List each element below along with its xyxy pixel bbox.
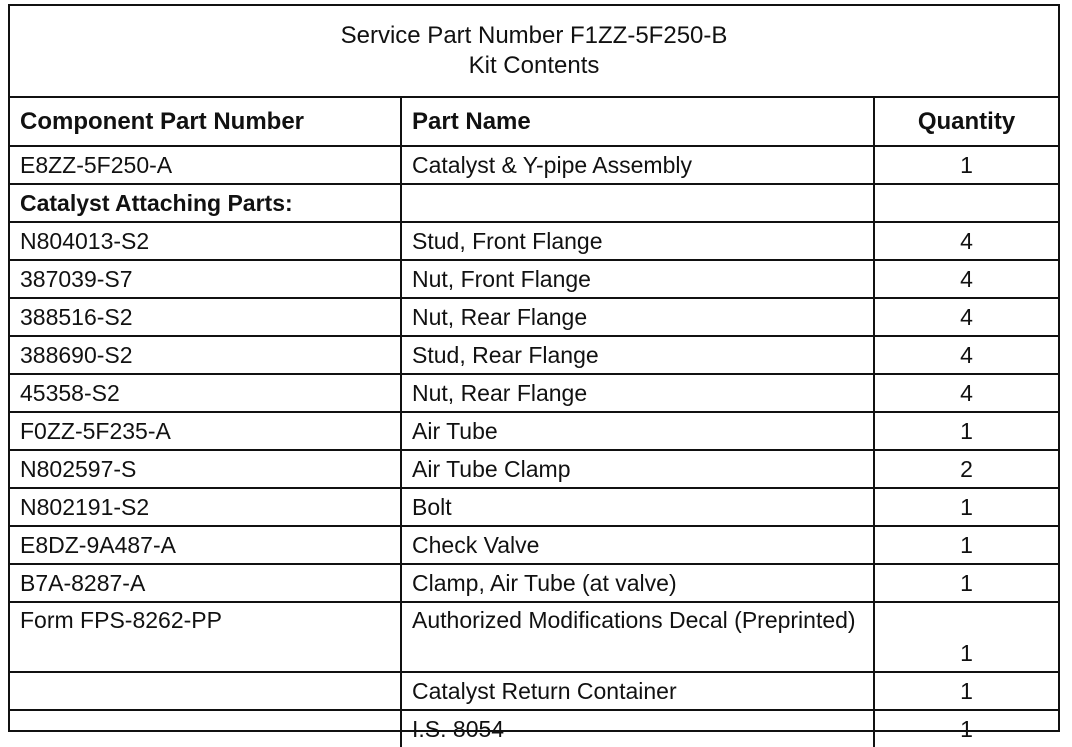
quantity-cell: 1 [874, 710, 1058, 747]
quantity-cell: 1 [874, 526, 1058, 564]
quantity-cell: 1 [874, 146, 1058, 184]
part-number-cell: E8ZZ-5F250-A [10, 146, 401, 184]
section-row [10, 184, 1058, 222]
part-number-cell: 388690-S2 [10, 336, 401, 374]
table-row [10, 412, 1058, 450]
part-name-cell: Bolt [401, 488, 874, 526]
kit-contents-subtitle: Kit Contents [468, 52, 600, 79]
part-number-cell: 387039-S7 [10, 260, 401, 298]
table-row [10, 526, 1058, 564]
section-heading-cell: Catalyst Attaching Parts: [10, 184, 401, 222]
quantity-cell: 1 [874, 412, 1058, 450]
quantity-cell: 1 [874, 602, 1058, 672]
quantity-cell [874, 184, 1058, 222]
part-name-cell: Stud, Front Flange [401, 222, 874, 260]
table-row [10, 564, 1058, 602]
part-number-cell [10, 672, 401, 710]
part-name-cell: Air Tube Clamp [401, 450, 874, 488]
table-row [10, 450, 1058, 488]
title-block [10, 6, 1058, 98]
part-name-cell [401, 184, 874, 222]
part-name-cell: Check Valve [401, 526, 874, 564]
table-header-row [10, 98, 1058, 146]
part-number-cell: N802597-S [10, 450, 401, 488]
column-header-quantity: Quantity [874, 98, 1058, 146]
quantity-cell: 4 [874, 222, 1058, 260]
table-row [10, 336, 1058, 374]
table-row [10, 222, 1058, 260]
part-number-cell: 45358-S2 [10, 374, 401, 412]
service-part-number-title: Service Part Number F1ZZ-5F250-B [340, 22, 728, 49]
part-name-cell: Clamp, Air Tube (at valve) [401, 564, 874, 602]
kit-contents-table [10, 98, 1058, 747]
part-name-cell: Nut, Front Flange [401, 260, 874, 298]
quantity-cell: 1 [874, 488, 1058, 526]
part-number-cell: N802191-S2 [10, 488, 401, 526]
quantity-cell: 1 [874, 672, 1058, 710]
table-row [10, 672, 1058, 710]
part-number-cell: B7A-8287-A [10, 564, 401, 602]
quantity-cell: 2 [874, 450, 1058, 488]
part-name-cell: Catalyst & Y-pipe Assembly [401, 146, 874, 184]
table-row [10, 146, 1058, 184]
quantity-cell: 4 [874, 298, 1058, 336]
part-number-cell: F0ZZ-5F235-A [10, 412, 401, 450]
quantity-cell: 4 [874, 374, 1058, 412]
quantity-cell: 1 [874, 564, 1058, 602]
column-header-part-name: Part Name [401, 98, 874, 146]
part-number-cell: Form FPS-8262-PP [10, 602, 401, 672]
part-number-cell: N804013-S2 [10, 222, 401, 260]
quantity-cell: 4 [874, 336, 1058, 374]
table-row [10, 298, 1058, 336]
part-name-cell: Air Tube [401, 412, 874, 450]
part-number-cell [10, 710, 401, 747]
part-name-cell: Stud, Rear Flange [401, 336, 874, 374]
part-name-cell: Nut, Rear Flange [401, 374, 874, 412]
table-row [10, 260, 1058, 298]
table-row [10, 710, 1058, 747]
table-row [10, 602, 1058, 672]
quantity-cell: 4 [874, 260, 1058, 298]
part-name-cell: Catalyst Return Container [401, 672, 874, 710]
part-name-cell: I.S. 8054 [401, 710, 874, 747]
kit-contents-sheet [8, 4, 1060, 742]
table-row [10, 374, 1058, 412]
part-name-cell: Authorized Modifications Decal (Preprinted) [401, 602, 874, 672]
part-number-cell: 388516-S2 [10, 298, 401, 336]
part-name-cell: Nut, Rear Flange [401, 298, 874, 336]
column-header-part-number: Component Part Number [10, 98, 401, 146]
part-number-cell: E8DZ-9A487-A [10, 526, 401, 564]
table-row [10, 488, 1058, 526]
